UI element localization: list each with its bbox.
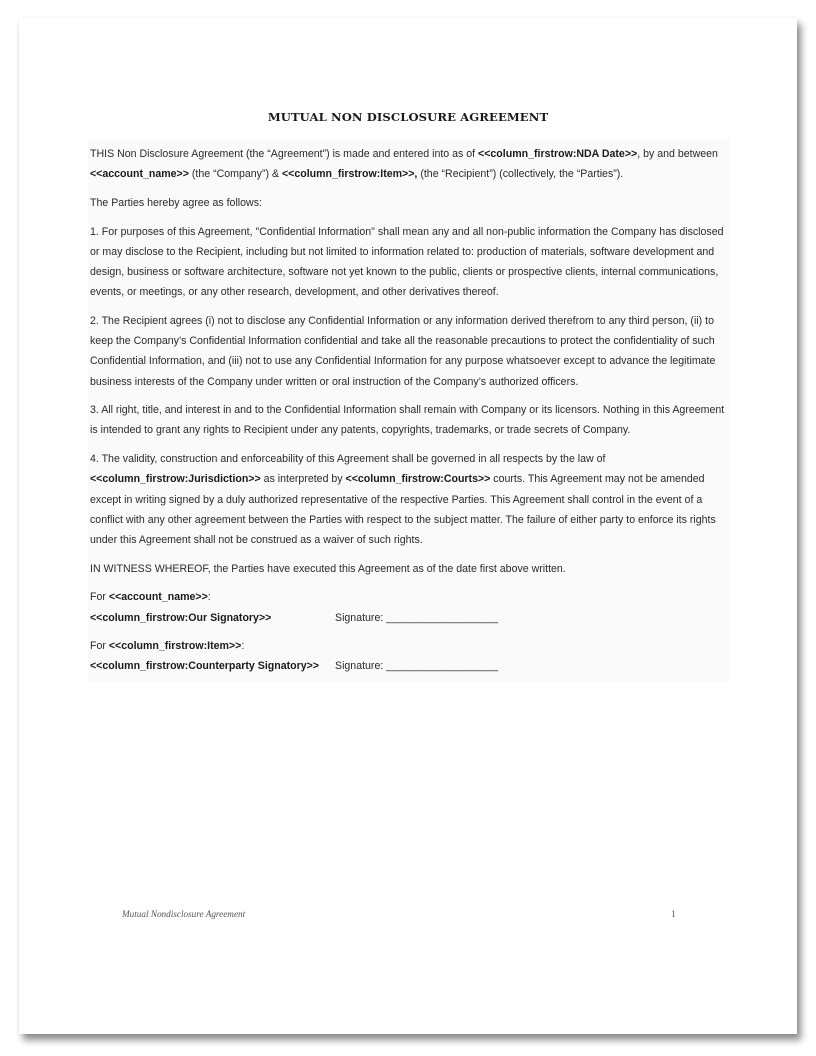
clause-1: 1. For purposes of this Agreement, "Confidential Information" shall mean any and all non-public information the Company has disclosed or may disclose to the Recipient, including but not limited to information related to: production of materials, software development and design, business or software architecture, software not yet known to the public, clients or prospective clients, internal communications, events, or meetings, or any other research, development, and other derivatives thereof. [90, 225, 724, 299]
for-label: For [90, 640, 109, 653]
nda-date-field: <<column_firstrow:NDA Date>> [478, 148, 638, 160]
signature-row [90, 608, 730, 628]
clause-4-text: 4. The validity, construction and enforceability of this Agreement shall be governed in all respects by the law of [90, 453, 606, 466]
signature-block-counterparty [88, 636, 730, 676]
intro-text: THIS Non Disclosure Agreement (the “Agreement”) is made and entered into as of [90, 148, 479, 160]
signature-for-line [90, 587, 730, 607]
intro-text: (the “Company”) & [188, 168, 282, 181]
document-page [19, 18, 797, 1034]
intro-text: (the “Recipient”) (collectively, the “Parties”). [417, 168, 624, 181]
intro-text: , by and between [637, 148, 718, 160]
document-title: MUTUAL NON DISCLOSURE AGREEMENT [267, 110, 549, 124]
signature-block-company [88, 587, 730, 627]
clause-4 [88, 449, 730, 550]
clause-4-text: courts. This Agreement may not be amended except in writing signed by a duly authorized representative of the respective Parties. This Agreement shall control in the event of a conflict with any other agreement between the Parties with respect to the subject matter. The failure of either party to enforce its rights under this Agreement shall not be construed as a waiver of such rights. [90, 473, 716, 546]
signatory-field: <<column_firstrow:Counterparty Signatory>> [90, 660, 319, 673]
signature-row [90, 656, 730, 676]
witness-paragraph: IN WITNESS WHEREOF, the Parties have executed this Agreement as of the date first above written. [90, 562, 566, 575]
signature-for-line [90, 636, 730, 656]
account-name-field: <<account_name>> [90, 168, 189, 181]
jurisdiction-field: <<column_firstrow:Jurisdiction>> [90, 473, 261, 486]
signature-line: Signature: ___________________ [335, 611, 499, 624]
document-body [88, 140, 730, 681]
footer-title: Mutual Nondisclosure Agreement [122, 909, 246, 919]
party-field: <<account_name>> [108, 591, 208, 604]
page-number: 1 [671, 909, 676, 919]
clause-2: 2. The Recipient agrees (i) not to disclose any Confidential Information or any information derived therefrom to any third person, (ii) to keep the Company’s Confidential Information confidential and take all the reasonable precautions to protect the confidentiality of such Confidential Information, and (iii) not to use any Confidential Information for any purpose whatsoever except to advance the legitimate business interests of the Company under written or oral instruction of the Company’s authorized officers. [90, 314, 716, 388]
for-suffix: : [241, 640, 245, 653]
for-label: For [90, 591, 109, 604]
signature-line: Signature: ___________________ [335, 660, 499, 673]
courts-field: <<column_firstrow:Courts>> [345, 473, 491, 486]
clause-3: 3. All right, title, and interest in and to the Confidential Information shall remain with Company or its licensors. Nothing in this Agreement is intended to grant any rights to Recipient under any patents, copyrights, trademarks, or trade secrets of Company. [90, 404, 725, 437]
item-field: <<column_firstrow:Item>>, [281, 168, 418, 181]
for-suffix: : [207, 591, 211, 604]
signatory-field: <<column_firstrow:Our Signatory>> [90, 611, 272, 624]
party-field: <<column_firstrow:Item>> [108, 640, 242, 653]
agree-paragraph: The Parties hereby agree as follows: [90, 196, 262, 209]
clause-4-text: as interpreted by [260, 473, 346, 486]
intro-paragraph [88, 144, 730, 184]
